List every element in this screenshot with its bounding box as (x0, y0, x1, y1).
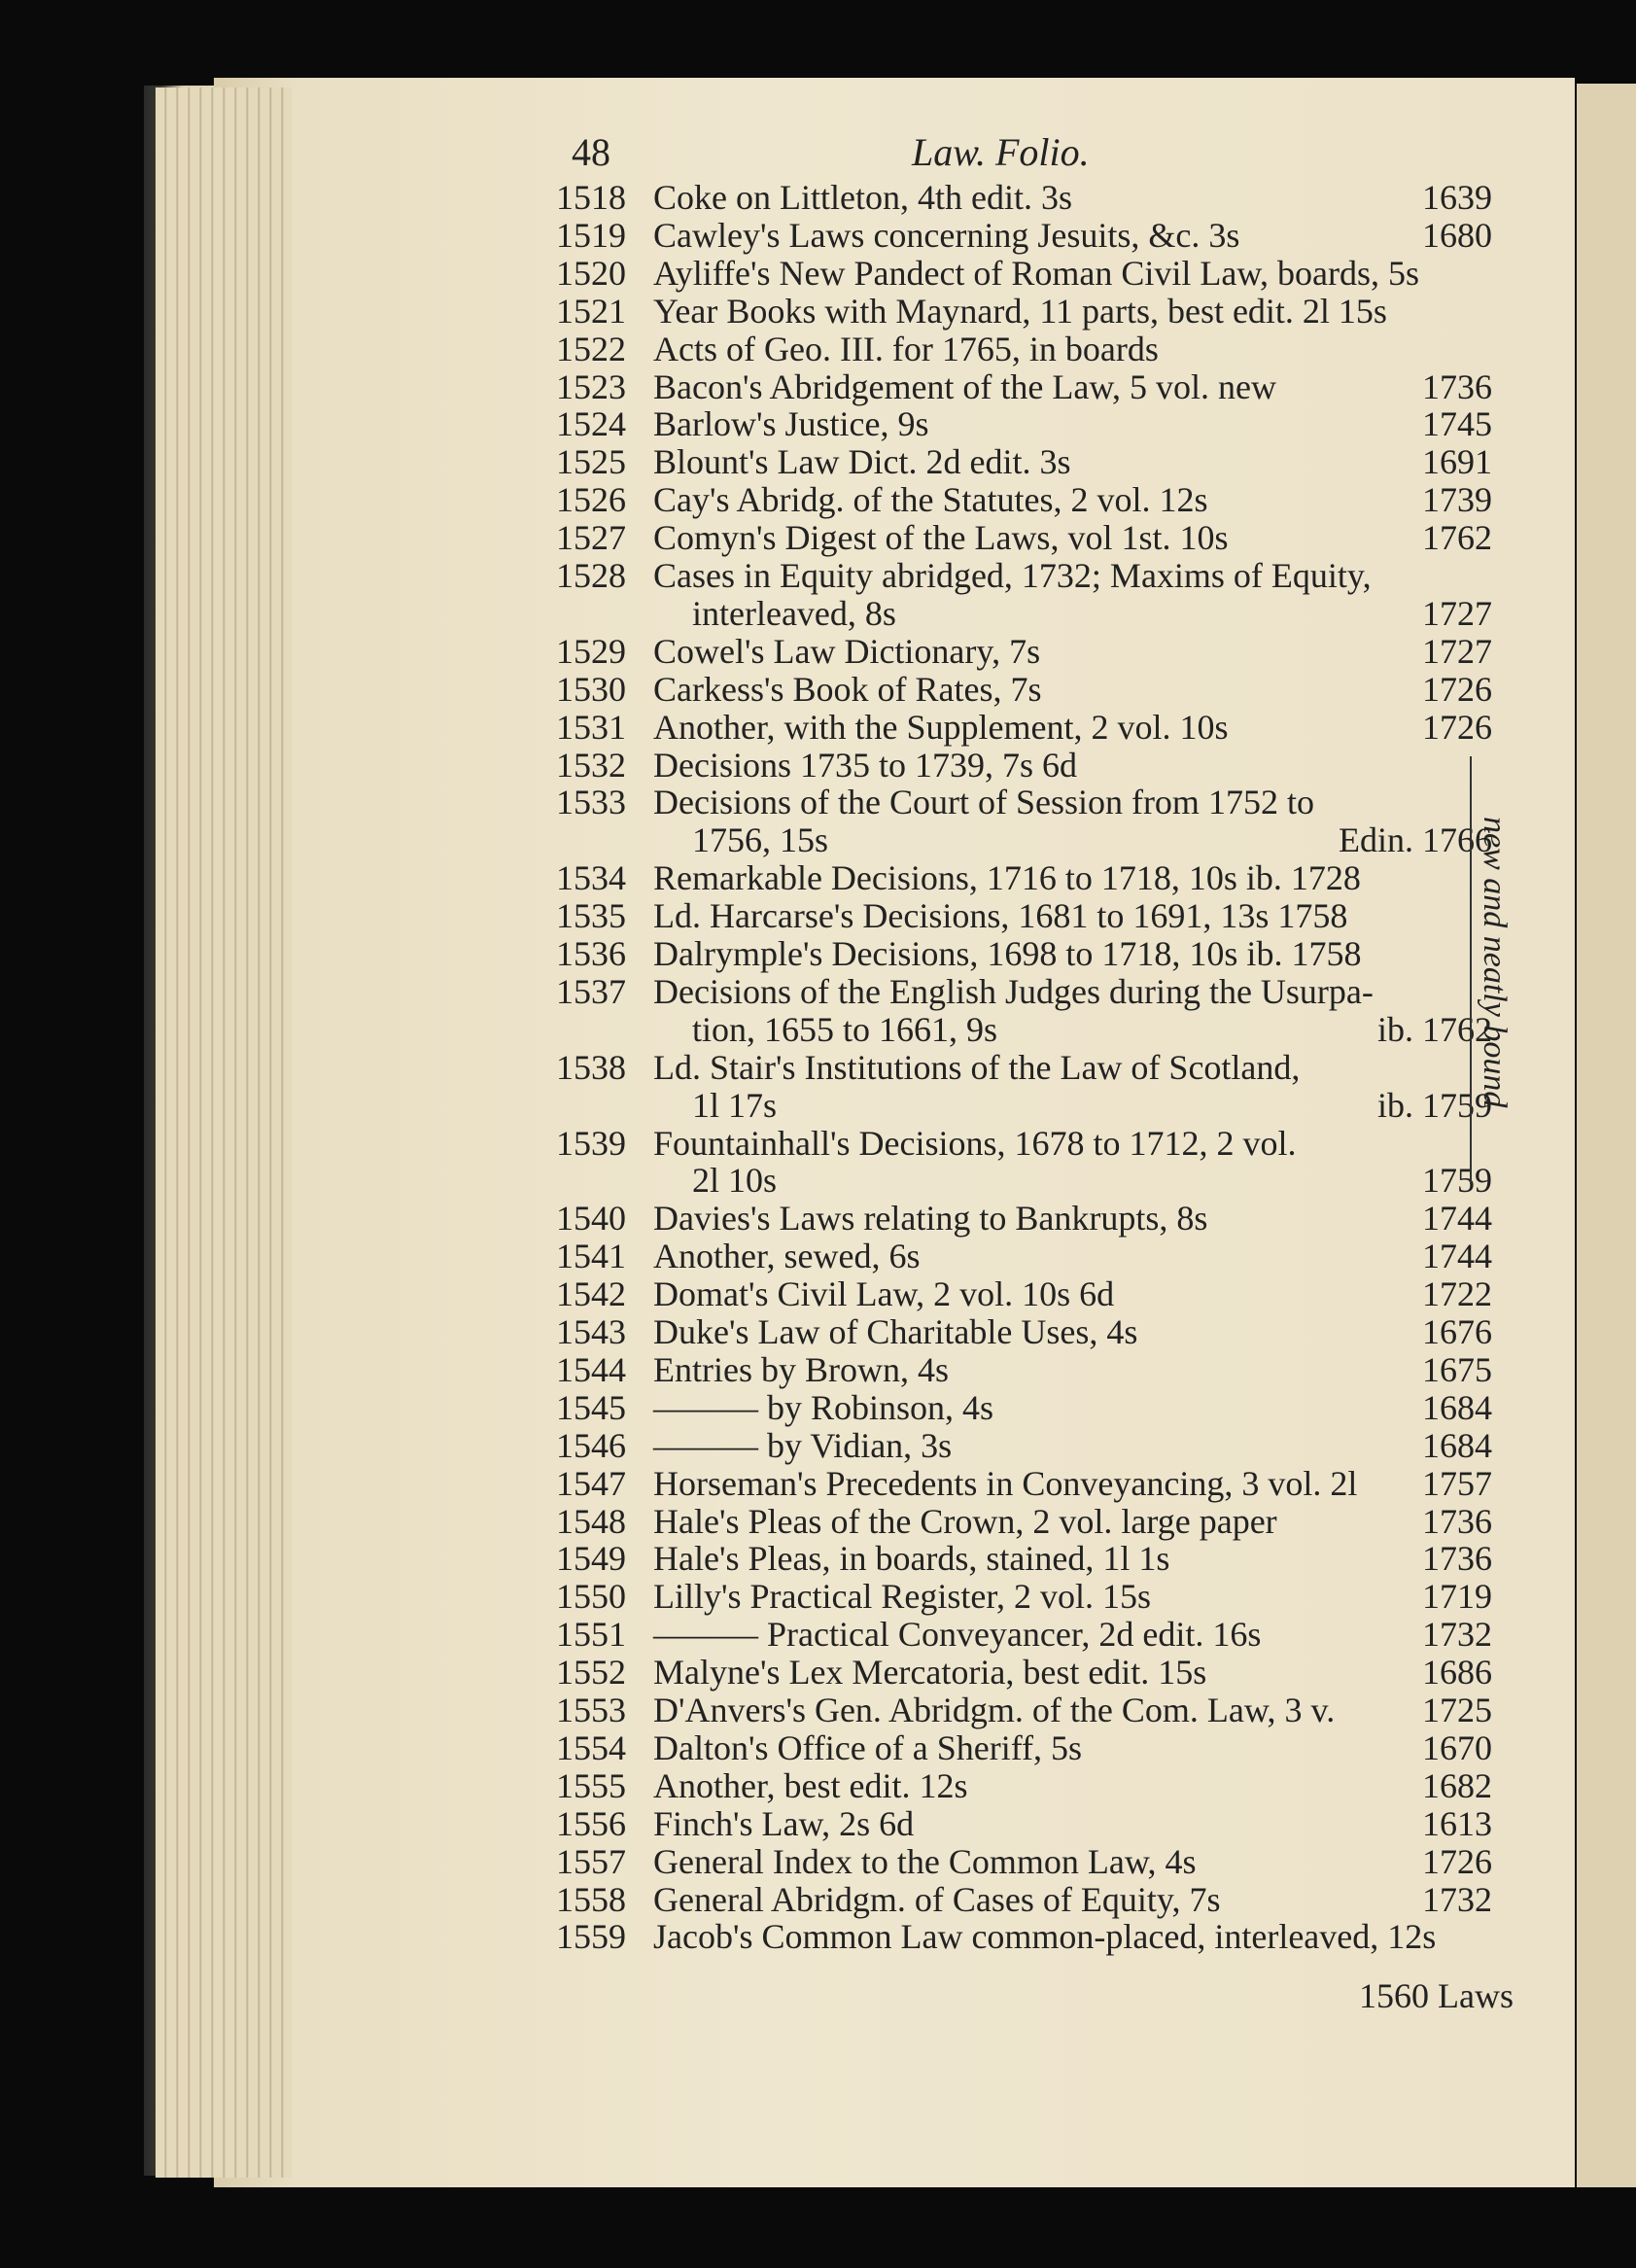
lot-title: D'Anvers's Gen. Abridgm. of the Com. Law, 3 v. (653, 1691, 1336, 1729)
lot-title: Ld. Stair's Institutions of the Law of Scotland, (653, 1048, 1301, 1087)
lot-number: 1539 (556, 1124, 626, 1163)
lot-number: 1535 (556, 896, 626, 935)
list-item (0, 782, 1636, 820)
lot-number: 1547 (556, 1464, 626, 1503)
list-item (0, 215, 1636, 254)
list-item (0, 895, 1636, 934)
lot-date: 1670 (1422, 1728, 1492, 1767)
lot-title: ——— Practical Conveyancer, 2d edit. 16s (653, 1615, 1262, 1654)
lot-title: Cay's Abridg. of the Statutes, 2 vol. 12s (653, 480, 1208, 519)
list-item (0, 631, 1636, 670)
lot-date: 1757 (1422, 1464, 1492, 1503)
list-item (0, 1160, 1636, 1199)
lot-title: Another, sewed, 6s (653, 1237, 921, 1275)
lot-number: 1541 (556, 1237, 626, 1275)
list-item (0, 1123, 1636, 1162)
lot-number: 1532 (556, 746, 626, 785)
list-item (0, 177, 1636, 216)
list-item (0, 1803, 1636, 1842)
list-item (0, 593, 1636, 632)
lot-number: 1544 (556, 1350, 626, 1389)
lot-date: 1732 (1422, 1615, 1492, 1654)
lot-title: ——— by Vidian, 3s (653, 1426, 953, 1465)
list-item (0, 441, 1636, 480)
lot-number: 1534 (556, 858, 626, 897)
lot-title: Davies's Laws relating to Bankrupts, 8s (653, 1199, 1208, 1238)
lot-title: Carkess's Book of Rates, 7s (653, 670, 1042, 709)
lot-date: 1727 (1422, 594, 1492, 633)
lot-date: 1727 (1422, 632, 1492, 671)
lot-date: 1722 (1422, 1274, 1492, 1313)
list-item (0, 745, 1636, 784)
lot-title: Dalrymple's Decisions, 1698 to 1718, 10s ib. 1758 (653, 934, 1362, 973)
lot-title: Ld. Harcarse's Decisions, 1681 to 1691, 13s 1758 (653, 896, 1348, 935)
lot-title: Entries by Brown, 4s (653, 1350, 949, 1389)
list-item (0, 517, 1636, 556)
lot-number: 1519 (556, 216, 626, 255)
page-number: 48 (572, 130, 610, 174)
lot-number: 1518 (556, 178, 626, 217)
lot-number: 1559 (556, 1917, 626, 1956)
list-item (0, 1576, 1636, 1615)
lot-number: 1523 (556, 367, 626, 406)
list-item (0, 329, 1636, 367)
lot-number: 1533 (556, 783, 626, 821)
lot-date: 1691 (1422, 442, 1492, 481)
lot-number: 1530 (556, 670, 626, 709)
lot-date: 1736 (1422, 1539, 1492, 1578)
lot-title: Decisions of the English Judges during the Usurpa- (653, 972, 1374, 1011)
lot-title: Year Books with Maynard, 11 parts, best edit. 2l 15s (653, 292, 1387, 331)
lot-title: Hale's Pleas, in boards, stained, 1l 1s (653, 1539, 1170, 1578)
lot-date: 1675 (1422, 1350, 1492, 1389)
lot-number: 1550 (556, 1577, 626, 1616)
lot-date: 1726 (1422, 670, 1492, 709)
lot-date: 1739 (1422, 480, 1492, 519)
lot-title: 2l 10s (692, 1161, 778, 1200)
lot-number: 1543 (556, 1312, 626, 1351)
catchword: 1560 Laws (1359, 1976, 1514, 2015)
lot-number: 1536 (556, 934, 626, 973)
lot-date: 1732 (1422, 1880, 1492, 1919)
lot-date: ib. 1759 (1376, 1086, 1492, 1125)
lot-title: Domat's Civil Law, 2 vol. 10s 6d (653, 1274, 1115, 1313)
lot-number: 1525 (556, 442, 626, 481)
lot-date: 1684 (1422, 1426, 1492, 1465)
lot-number: 1558 (556, 1880, 626, 1919)
lot-title: 1l 17s (692, 1086, 778, 1125)
lot-date: 1736 (1422, 367, 1492, 406)
lot-date: ib. 1762 (1376, 1010, 1492, 1049)
lot-title: Remarkable Decisions, 1716 to 1718, 10s ib. 1728 (653, 858, 1361, 897)
list-item (0, 933, 1636, 972)
lot-title: 1756, 15s (692, 820, 829, 859)
lot-title: Blount's Law Dict. 2d edit. 3s (653, 442, 1071, 481)
list-item (0, 1501, 1636, 1540)
lot-number: 1551 (556, 1615, 626, 1654)
list-item (0, 1765, 1636, 1804)
lot-date: 1684 (1422, 1388, 1492, 1427)
lot-title: Dalton's Office of a Sheriff, 5s (653, 1728, 1083, 1767)
lot-date: 1726 (1422, 708, 1492, 747)
list-item (0, 1463, 1636, 1502)
list-item (0, 1198, 1636, 1237)
lot-date: 1762 (1422, 518, 1492, 557)
side-note: new and neatly bound (1477, 817, 1513, 1108)
lot-title: Fountainhall's Decisions, 1678 to 1712, 2 vol. (653, 1124, 1297, 1163)
lot-number: 1557 (556, 1842, 626, 1881)
lot-date: 1726 (1422, 1842, 1492, 1881)
list-item (0, 1727, 1636, 1766)
lot-date: 1680 (1422, 216, 1492, 255)
lot-number: 1538 (556, 1048, 626, 1087)
bracket-line (1458, 756, 1472, 1184)
lot-number: 1555 (556, 1766, 626, 1805)
lot-number: 1553 (556, 1691, 626, 1729)
list-item (0, 669, 1636, 708)
lot-title: Coke on Littleton, 4th edit. 3s (653, 178, 1072, 217)
lot-title: Comyn's Digest of the Laws, vol 1st. 10s (653, 518, 1229, 557)
lot-number: 1554 (556, 1728, 626, 1767)
lot-number: 1521 (556, 292, 626, 331)
lot-title: Decisions 1735 to 1739, 7s 6d (653, 746, 1077, 785)
list-item (0, 555, 1636, 594)
lot-title: Cawley's Laws concerning Jesuits, &c. 3s (653, 216, 1240, 255)
running-title: Law. Folio. (912, 130, 1090, 174)
lot-date: 1613 (1422, 1804, 1492, 1843)
lot-number: 1549 (556, 1539, 626, 1578)
list-item (0, 1274, 1636, 1312)
lot-number: 1531 (556, 708, 626, 747)
lot-title: Hale's Pleas of the Crown, 2 vol. large paper (653, 1502, 1277, 1541)
list-item (0, 1879, 1636, 1918)
lot-number: 1522 (556, 330, 626, 368)
list-item (0, 857, 1636, 896)
lot-title: Finch's Law, 2s 6d (653, 1804, 915, 1843)
lot-title: Lilly's Practical Register, 2 vol. 15s (653, 1577, 1151, 1616)
lot-date: 1745 (1422, 404, 1492, 443)
lot-date: 1639 (1422, 178, 1492, 217)
list-item (0, 1841, 1636, 1880)
lot-number: 1529 (556, 632, 626, 671)
lot-title: Decisions of the Court of Session from 1752 to (653, 783, 1314, 821)
lot-number: 1556 (556, 1804, 626, 1843)
lot-number: 1528 (556, 556, 626, 595)
list-item (0, 1538, 1636, 1577)
list-item (0, 1349, 1636, 1388)
lot-title: Cowel's Law Dictionary, 7s (653, 632, 1041, 671)
lot-date: Edin. 1766 (1339, 820, 1492, 859)
lot-date: 1682 (1422, 1766, 1492, 1805)
list-item (0, 479, 1636, 518)
lot-number: 1552 (556, 1653, 626, 1692)
lot-number: 1540 (556, 1199, 626, 1238)
lot-date: 1736 (1422, 1502, 1492, 1541)
list-item (0, 1652, 1636, 1691)
lot-title: Another, with the Supplement, 2 vol. 10s (653, 708, 1229, 747)
lot-date: 1725 (1422, 1691, 1492, 1729)
list-item (0, 971, 1636, 1010)
list-item (0, 1425, 1636, 1464)
list-item (0, 707, 1636, 746)
lot-title: General Index to the Common Law, 4s (653, 1842, 1197, 1881)
lot-number: 1545 (556, 1388, 626, 1427)
lot-number: 1537 (556, 972, 626, 1011)
list-item (0, 366, 1636, 405)
lot-title: ——— by Robinson, 4s (653, 1388, 994, 1427)
lot-title: Acts of Geo. III. for 1765, in boards (653, 330, 1159, 368)
lot-title: interleaved, 8s (692, 594, 896, 633)
lot-number: 1542 (556, 1274, 626, 1313)
list-item (0, 1387, 1636, 1426)
list-item (0, 403, 1636, 442)
lot-date: 1744 (1422, 1199, 1492, 1238)
lot-title: General Abridgm. of Cases of Equity, 7s (653, 1880, 1221, 1919)
lot-title: Another, best edit. 12s (653, 1766, 968, 1805)
list-item (0, 1047, 1636, 1086)
list-item (0, 1614, 1636, 1653)
list-item (0, 1311, 1636, 1350)
lot-title: Ayliffe's New Pandect of Roman Civil Law, boards, 5s (653, 254, 1420, 293)
lot-number: 1546 (556, 1426, 626, 1465)
lot-date: 1686 (1422, 1653, 1492, 1692)
lot-title: Horseman's Precedents in Conveyancing, 3 vol. 2l (653, 1464, 1358, 1503)
list-item (0, 253, 1636, 292)
lot-number: 1527 (556, 518, 626, 557)
lot-title: Malyne's Lex Mercatoria, best edit. 15s (653, 1653, 1207, 1692)
list-item (0, 820, 1636, 858)
list-item (0, 291, 1636, 330)
list-item (0, 1009, 1636, 1048)
lot-title: Bacon's Abridgement of the Law, 5 vol. new (653, 367, 1277, 406)
lot-number: 1548 (556, 1502, 626, 1541)
list-item (0, 1916, 1636, 1955)
lot-title: tion, 1655 to 1661, 9s (692, 1010, 998, 1049)
list-item (0, 1690, 1636, 1728)
lot-title: Duke's Law of Charitable Uses, 4s (653, 1312, 1138, 1351)
list-item (0, 1085, 1636, 1124)
lot-number: 1520 (556, 254, 626, 293)
lot-title: Jacob's Common Law common-placed, interleaved, 12s (653, 1917, 1437, 1956)
lot-date: 1744 (1422, 1237, 1492, 1275)
lot-date: 1676 (1422, 1312, 1492, 1351)
lot-number: 1524 (556, 404, 626, 443)
lot-title: Cases in Equity abridged, 1732; Maxims of Equity, (653, 556, 1372, 595)
lot-date: 1719 (1422, 1577, 1492, 1616)
lot-number: 1526 (556, 480, 626, 519)
lot-title: Barlow's Justice, 9s (653, 404, 929, 443)
list-item (0, 1236, 1636, 1274)
lot-date: 1759 (1422, 1161, 1492, 1200)
